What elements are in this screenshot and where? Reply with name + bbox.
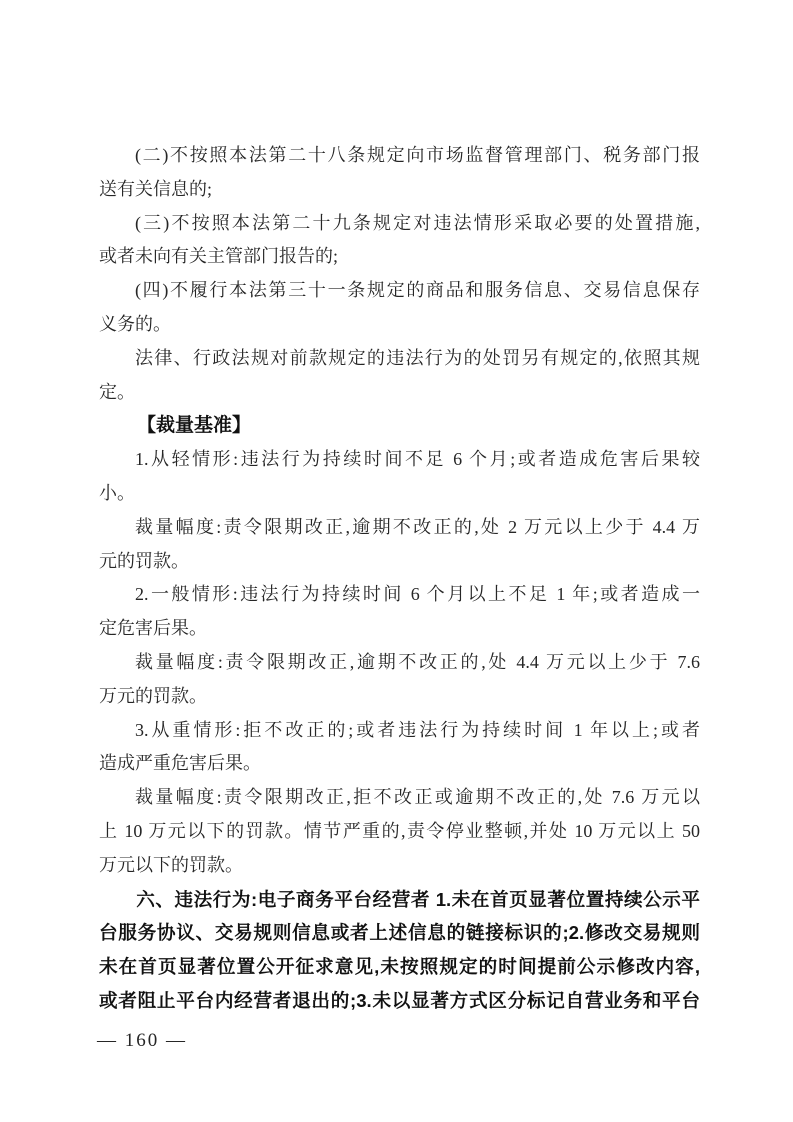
- text-line: (三)不按照本法第二十九条规定对违法情形采取必要的处置措施,: [135, 212, 700, 233]
- text-line: 万元以下的罚款。: [99, 854, 243, 875]
- text-line: 【裁量基准】: [137, 415, 252, 437]
- text-line: 台服务协议、交易规则信息或者上述信息的链接标识的;2.修改交易规则: [99, 922, 700, 944]
- text-line: 小。: [99, 482, 135, 503]
- text-line: 元的罚款。: [99, 550, 189, 571]
- text-line: 万元的罚款。: [99, 685, 207, 706]
- text-line: 送有关信息的;: [99, 178, 213, 199]
- text-line: 裁量幅度:责令限期改正,逾期不改正的,处 4.4 万元以上少于 7.6: [135, 651, 700, 672]
- text-line: 1.从轻情形:违法行为持续时间不足 6 个月;或者造成危害后果较: [135, 449, 700, 470]
- text-line: (四)不履行本法第三十一条规定的商品和服务信息、交易信息保存: [135, 280, 700, 301]
- page-text: [99, 139, 700, 1018]
- text-line: 2.一般情形:违法行为持续时间 6 个月以上不足 1 年;或者造成一: [135, 584, 700, 605]
- text-line: 定。: [99, 381, 135, 402]
- text-line: 造成严重危害后果。: [99, 753, 261, 774]
- text-line: 裁量幅度:责令限期改正,拒不改正或逾期不改正的,处 7.6 万元以: [135, 787, 700, 808]
- text-line: 或者未向有关主管部门报告的;: [99, 246, 338, 267]
- text-line: 未在首页显著位置公开征求意见,未按照规定的时间提前公示修改内容,: [99, 956, 700, 978]
- text-line: 义务的。: [99, 313, 171, 334]
- text-line: 3.从重情形:拒不改正的;或者违法行为持续时间 1 年以上;或者: [135, 719, 700, 740]
- text-line: 六、违法行为:电子商务平台经营者 1.未在首页显著位置持续公示平: [136, 888, 700, 910]
- text-line: 法律、行政法规对前款规定的违法行为的处罚另有规定的,依照其规: [135, 347, 700, 368]
- text-line: 裁量幅度:责令限期改正,逾期不改正的,处 2 万元以上少于 4.4 万: [135, 516, 700, 537]
- text-line: 上 10 万元以下的罚款。情节严重的,责令停业整顿,并处 10 万元以上 50: [99, 820, 700, 841]
- text-line: 或者阻止平台内经营者退出的;3.未以显著方式区分标记自营业务和平台: [99, 989, 700, 1011]
- text-line: 定危害后果。: [99, 618, 207, 639]
- text-line: (二)不按照本法第二十八条规定向市场监督管理部门、税务部门报: [135, 145, 700, 165]
- page-number: — 160 —: [97, 1030, 187, 1051]
